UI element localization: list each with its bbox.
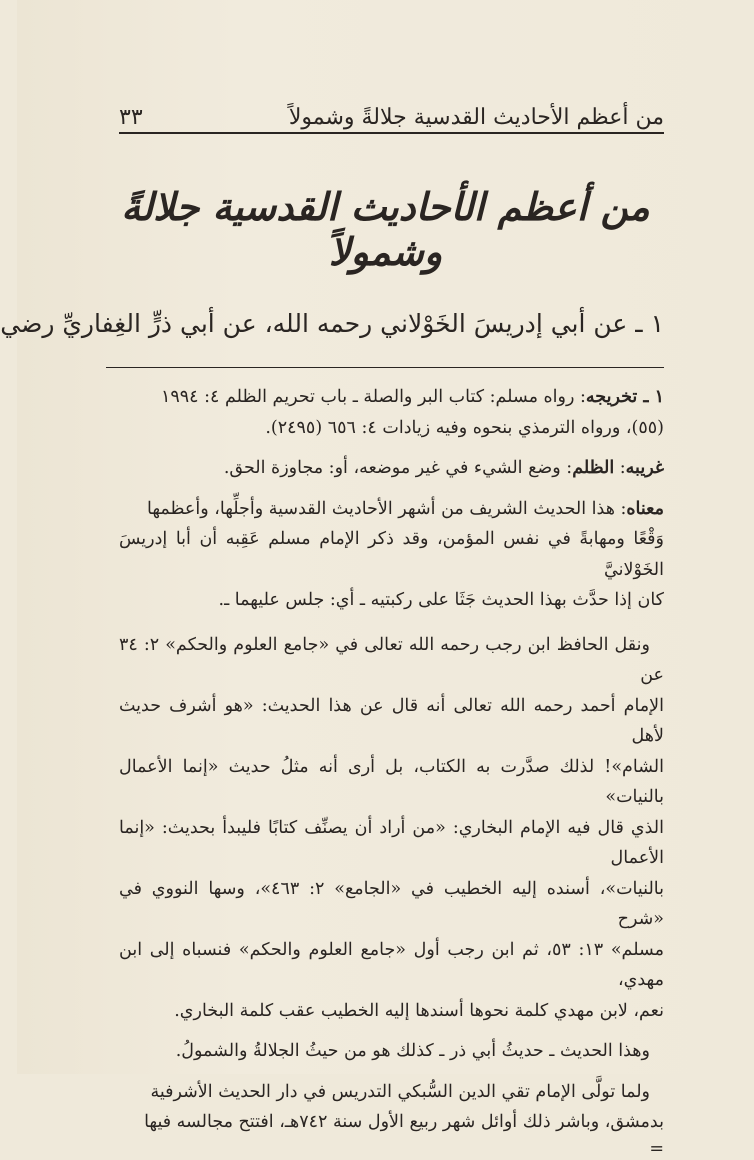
ibn-rajab-line: نعم، لابن مهدي كلمة نحوها أسندها إليه الخطيب عقب كلمة البخاري. [174, 1000, 664, 1021]
gharib-term: الظلم [572, 458, 615, 478]
subki-line: بدمشق، وباشر ذلك أوائل شهر ربيع الأول سنة ٧٤٢هـ، افتتح مجالسه فيها [144, 1112, 664, 1132]
page-number: ٣٣ [119, 105, 143, 130]
footnotes [119, 382, 664, 1160]
gharib-line: غريبه: الظلم: وضع الشيء في غير موضعه، أو: مجاوزة الحق. [223, 458, 664, 478]
gharib-label: غريبه [625, 458, 664, 478]
continuation-mark: = [649, 1138, 664, 1159]
ibn-rajab-line: الشام»! لذلك صدَّرت به الكتاب، بل أرى أنه مثلُ حديث «إنما الأعمال بالنيات» [119, 756, 664, 807]
jalala-paragraph: وهذا الحديث ـ حديثُ أبي ذر ـ كذلك هو من حيثُ الجلالةُ والشمولُ. [175, 1041, 650, 1061]
footnote-rule [106, 367, 664, 368]
takhrij-line-1: ١ ـ تخريجه: رواه مسلم: كتاب البر والصلة ـ باب تحريم الظلم ٤: ١٩٩٤ [160, 387, 664, 407]
ibn-rajab-line: الإمام أحمد رحمه الله تعالى أنه قال عن هذا الحديث: «هو أشرف حديث لأهل [119, 695, 664, 746]
ibn-rajab-line: ونقل الحافظ ابن رجب رحمه الله تعالى في «جامع العلوم والحكم» ٢: ٣٤ عن [119, 634, 664, 685]
ibn-rajab-line: بالنيات»، أسنده إليه الخطيب في «الجامع» ٢: ٤٦٣»، وسها النووي في «شرح [119, 878, 664, 929]
running-title: من أعظم الأحاديث القدسية جلالةً وشمولاً [288, 105, 664, 130]
maana-line-3: كان إذا حدَّث بهذا الحديث جَثَا على ركبتيه ـ أي: جلس عليهما ـ. [218, 590, 664, 610]
header-rule [119, 132, 664, 134]
chapter-title: من أعظم الأحاديث القدسية جلالةً وشمولاً [121, 184, 650, 274]
takhrij-line-2: (٥٥)، ورواه الترمذي بنحوه وفيه زيادات ٤: ٦٥٦ (٢٤٩٥). [265, 417, 664, 438]
ibn-rajab-line: الذي قال فيه الإمام البخاري: «من أراد أن يصنِّف كتابًا فليبدأ بحديث: «إنما الأعمال [119, 817, 664, 868]
maana-label: معناه [626, 498, 664, 519]
hadith-text: ١ ـ عن أبي إدريسَ الخَوْلاني رحمه الله، عن أبي ذرٍّ الغِفاريِّ رضي [0, 309, 664, 338]
maana-line-1: معناه: هذا الحديث الشريف من أشهر الأحاديث القدسية وأجلِّها، وأعظمها [147, 498, 664, 519]
ibn-rajab-line: مسلم» ١٣: ٥٣، ثم ابن رجب أول «جامع العلوم والحكم» فنسباه إلى ابن مهدي، [119, 939, 664, 990]
maana-line-2: وَقْعًا ومهابةً في نفس المؤمن، وقد ذكر الإمام مسلم عَقِبه أن أبا إدريسَ الخَوْلانيَّ [119, 529, 664, 580]
running-header [119, 96, 664, 130]
takhrij-label: ١ ـ تخريجه [585, 387, 664, 407]
subki-line: ولما تولَّى الإمام تقي الدين السُّبكي التدريس في دار الحديث الأشرفية [150, 1081, 650, 1102]
